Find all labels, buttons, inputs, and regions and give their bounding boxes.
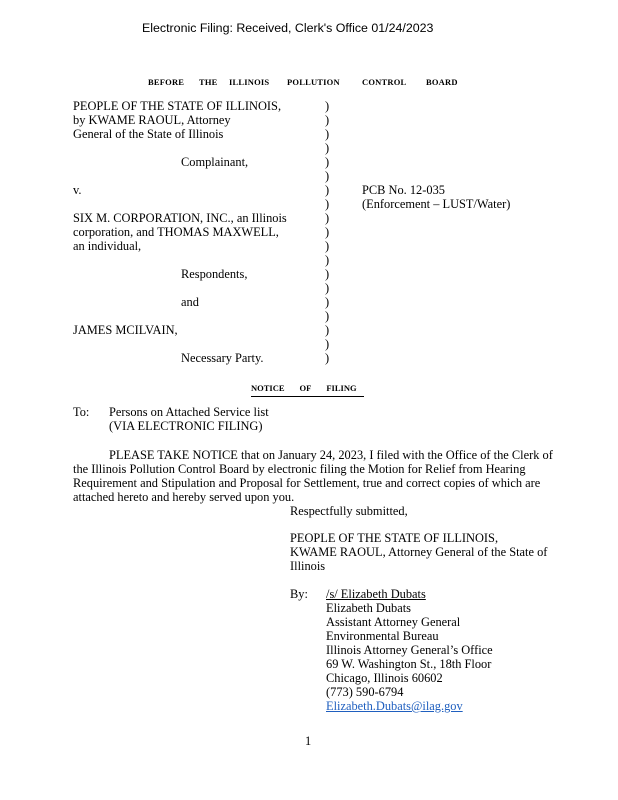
to-label: To: bbox=[73, 405, 90, 419]
board-heading-word: BEFORE bbox=[148, 77, 185, 87]
service-list-block bbox=[109, 405, 269, 433]
signer-detail-line: Chicago, Illinois 60602 bbox=[326, 671, 443, 685]
signer-detail-line: 69 W. Washington St., 18th Floor bbox=[326, 657, 492, 671]
plaintiff-block bbox=[73, 99, 281, 141]
page-number: 1 bbox=[305, 734, 312, 748]
signature-org-line: Illinois bbox=[290, 559, 326, 573]
respectfully-submitted: Respectfully submitted, bbox=[290, 504, 408, 518]
body-line: Requirement and Stipulation and Proposal for Settlement, true and correct copies of which are bbox=[73, 476, 541, 490]
signature-org-line: KWAME RAOUL, Attorney General of the State of bbox=[290, 545, 548, 559]
email-link[interactable]: Elizabeth.Dubats@ilag.gov bbox=[326, 699, 463, 713]
plaintiff-line: by KWAME RAOUL, Attorney bbox=[73, 113, 231, 127]
plaintiff-line: General of the State of Illinois bbox=[73, 127, 224, 141]
plaintiff-line: PEOPLE OF THE STATE OF ILLINOIS, bbox=[73, 99, 282, 113]
service-list-line: Persons on Attached Service list bbox=[109, 405, 269, 419]
notice-title-word: FILING bbox=[326, 383, 357, 393]
board-heading-word: CONTROL bbox=[362, 77, 407, 87]
filing-banner: Electronic Filing: Received, Clerk's Office 01/24/2023 bbox=[142, 21, 434, 35]
case-type: (Enforcement – LUST/Water) bbox=[362, 197, 511, 211]
signature-org-line: PEOPLE OF THE STATE OF ILLINOIS, bbox=[290, 531, 499, 545]
signer-detail-line: Assistant Attorney General bbox=[326, 615, 461, 629]
caption-parenthesis-column: ) ) ) ) ) ) ) ) ) ) ) ) ) ) ) ) ) ) ) bbox=[325, 99, 330, 365]
body-line: PLEASE TAKE NOTICE that on January 24, 2023, I filed with the Office of the Clerk of bbox=[109, 448, 553, 462]
notice-title-word: NOTICE bbox=[251, 383, 285, 393]
signer-detail-line: Environmental Bureau bbox=[326, 629, 439, 643]
case-number: PCB No. 12-035 bbox=[362, 183, 445, 197]
defendant-line: an individual, bbox=[73, 239, 142, 253]
signature-details bbox=[326, 587, 493, 713]
signer-detail-line: Illinois Attorney General’s Office bbox=[326, 643, 493, 657]
necessary-party-label: Necessary Party. bbox=[181, 351, 264, 365]
necessary-party-name: JAMES MCILVAIN, bbox=[73, 323, 178, 337]
electronic-signature: /s/ Elizabeth Dubats bbox=[326, 587, 426, 601]
signer-detail-line: (773) 590-6794 bbox=[326, 685, 404, 699]
defendant-block bbox=[73, 211, 287, 253]
defendant-line: SIX M. CORPORATION, INC., an Illinois bbox=[73, 211, 287, 225]
signature-org-block bbox=[290, 531, 547, 573]
notice-of-filing-title bbox=[251, 381, 364, 397]
respondents-label: Respondents, bbox=[181, 267, 248, 281]
body-line: the Illinois Pollution Control Board by electronic filing the Motion for Relief from Hearing bbox=[73, 462, 526, 476]
versus-label: v. bbox=[73, 183, 82, 197]
board-heading-word: BOARD bbox=[426, 77, 458, 87]
board-heading-word: ILLINOIS bbox=[229, 77, 270, 87]
complainant-label: Complainant, bbox=[181, 155, 249, 169]
and-label: and bbox=[181, 295, 199, 309]
defendant-line: corporation, and THOMAS MAXWELL, bbox=[73, 225, 279, 239]
board-heading-word: THE bbox=[199, 77, 218, 87]
by-label: By: bbox=[290, 587, 308, 601]
service-list-line: (VIA ELECTRONIC FILING) bbox=[109, 419, 263, 433]
signer-detail-line: Elizabeth Dubats bbox=[326, 601, 411, 615]
body-line: attached hereto and hereby served upon you. bbox=[73, 490, 295, 504]
board-heading-word: POLLUTION bbox=[287, 77, 340, 87]
notice-title-word: OF bbox=[299, 383, 312, 393]
